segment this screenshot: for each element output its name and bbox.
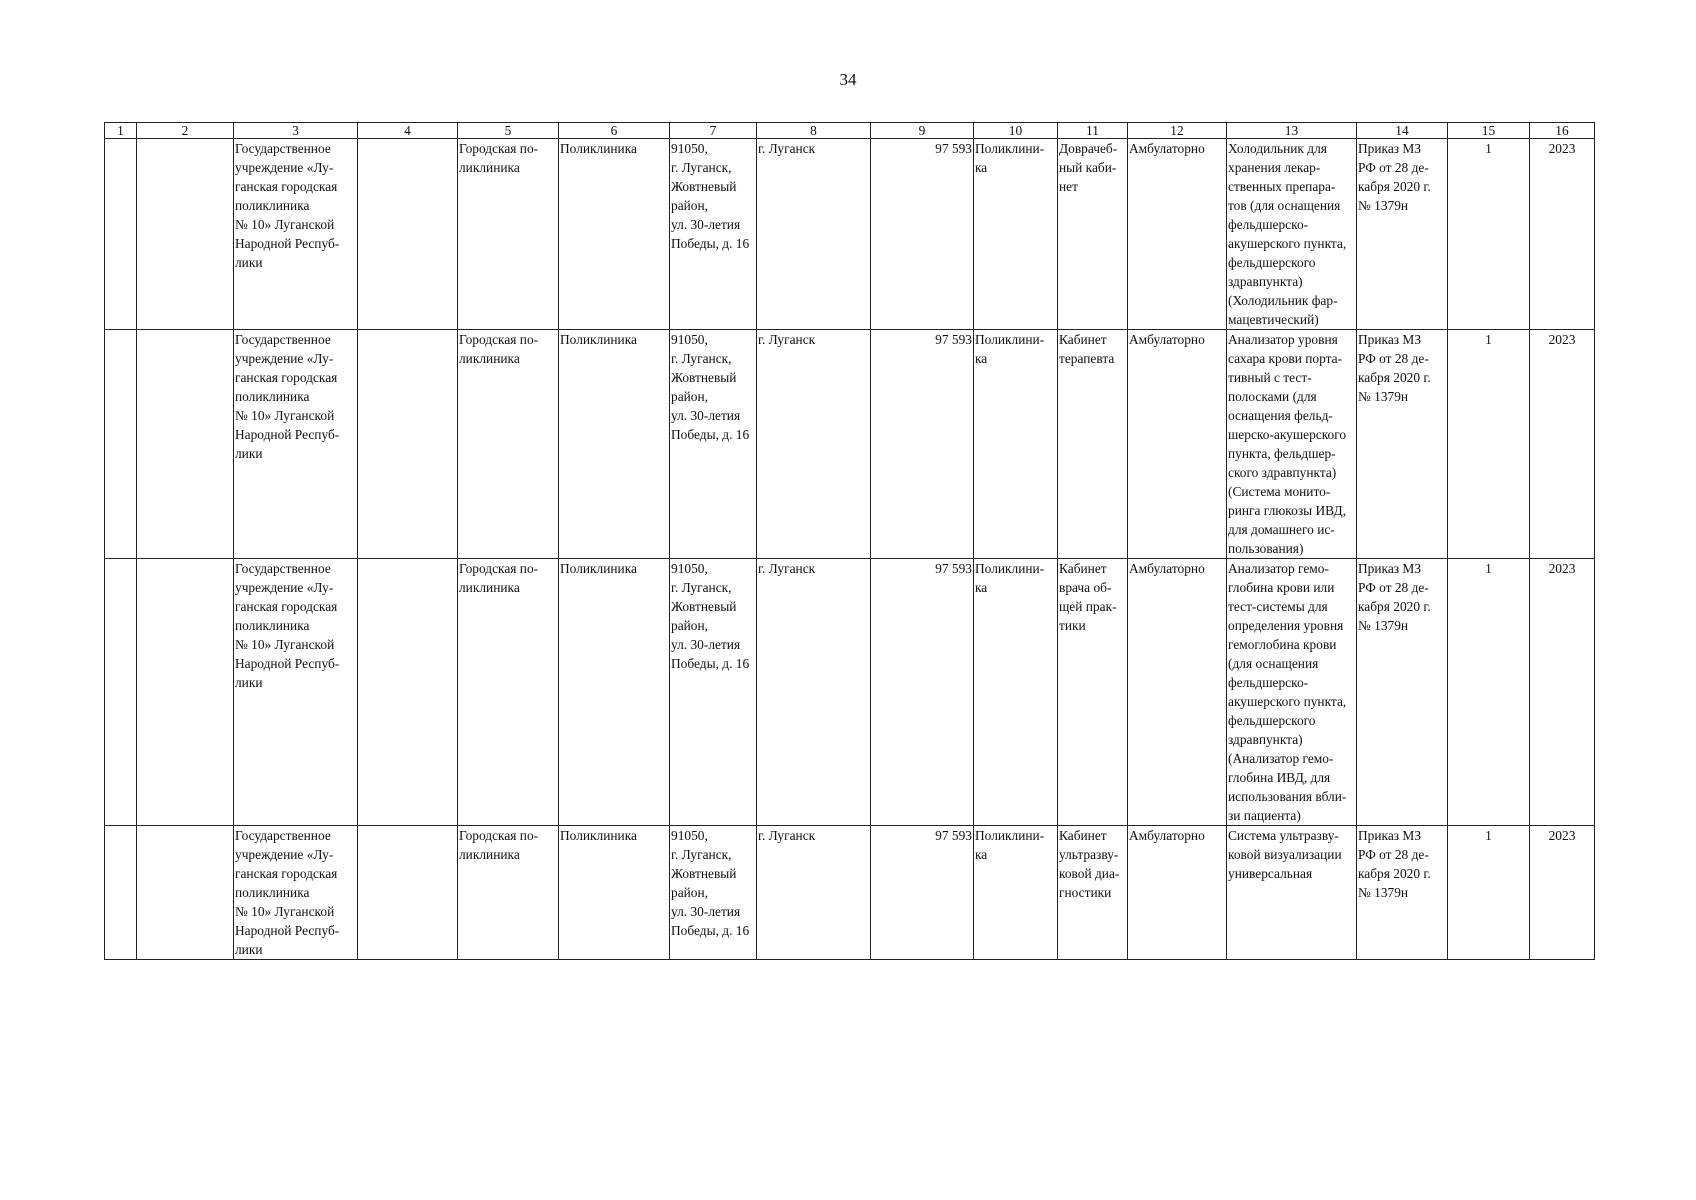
column-header-6: 6 [559, 123, 670, 139]
cell-text-line: акушерского пункта, [1228, 236, 1347, 251]
cell-text-line: ул. 30-летия [671, 408, 741, 423]
cell-text-line: кабря 2020 г. [1358, 599, 1431, 614]
cell-text-line: № 1379н [1358, 389, 1409, 404]
cell-text-line: акушерского пункта, [1228, 694, 1347, 709]
cell-text-line: Поликлиника [560, 561, 637, 576]
cell-address [670, 559, 757, 826]
cell-text-line: район, [671, 198, 709, 213]
cell-population: 97 593 [871, 826, 974, 960]
cell-text-line: Победы, д. 16 [671, 656, 750, 671]
cell-text-line: Холодильник для [1228, 141, 1327, 156]
cell-col-2 [137, 559, 234, 826]
cell-text-line: мацевтический) [1228, 312, 1319, 327]
cell-text-line: Доврачеб- [1059, 141, 1118, 156]
cell-text-line: г. Луганск, [671, 847, 732, 862]
cell-text-line: терапевта [1059, 351, 1115, 366]
cell-text-line: ка [975, 351, 988, 366]
cell-text-line: Поликлини- [975, 828, 1045, 843]
cell-institution [234, 559, 358, 826]
cell-text-line: г. Луганск, [671, 160, 732, 175]
cell-text-line: Государственное [235, 141, 331, 156]
cell-care-type [1128, 826, 1227, 960]
cell-col-1 [105, 826, 137, 960]
cell-text-line: Анализатор гемо- [1228, 561, 1329, 576]
cell-text-line: № 10» Луганской [235, 904, 335, 919]
cell-text-line: оснащения фельд- [1228, 408, 1333, 423]
cell-text-line: РФ от 28 де- [1358, 580, 1429, 595]
cell-text-line: ка [975, 847, 988, 862]
cell-text-line: № 1379н [1358, 618, 1409, 633]
cell-text-line: универсальная [1228, 866, 1313, 881]
cell-text-line: Амбулаторно [1129, 561, 1205, 576]
cell-text-line: Жовтневый [671, 179, 737, 194]
cell-text-line: Государственное [235, 332, 331, 347]
cell-text-line: Кабинет [1059, 332, 1107, 347]
cell-care-type [1128, 559, 1227, 826]
cell-text-line: поликлиника [235, 389, 310, 404]
cell-text-line: поликлиника [235, 885, 310, 900]
cell-facility-type [458, 139, 559, 330]
cell-text-line: Поликлиника [560, 332, 637, 347]
cell-institution [234, 826, 358, 960]
cell-col-4 [358, 139, 458, 330]
cell-room [1058, 139, 1128, 330]
cell-text-line: (Холодильник фар- [1228, 293, 1338, 308]
cell-text-line: № 10» Луганской [235, 217, 335, 232]
cell-text-line: фельдшерско- [1228, 675, 1309, 690]
cell-text-line: Приказ МЗ [1358, 332, 1422, 347]
cell-unit [974, 330, 1058, 559]
cell-text-line: фельдшерского [1228, 713, 1316, 728]
column-header-7: 7 [670, 123, 757, 139]
table-row [105, 139, 1595, 330]
cell-text-line: Кабинет [1059, 828, 1107, 843]
cell-text-line: № 10» Луганской [235, 637, 335, 652]
cell-text-line: (для оснащения [1228, 656, 1319, 671]
cell-text-line: лики [235, 446, 263, 461]
cell-text-line: глобина крови или [1228, 580, 1335, 595]
cell-text-line: зи пациента) [1228, 808, 1301, 823]
cell-text-line: поликлиника [235, 618, 310, 633]
registry-table [104, 122, 1595, 960]
cell-text-line: г. Луганск, [671, 580, 732, 595]
cell-text-line: здравпункта) [1228, 274, 1303, 289]
cell-text-line: ный каби- [1059, 160, 1117, 175]
cell-text-line: РФ от 28 де- [1358, 847, 1429, 862]
cell-institution [234, 330, 358, 559]
cell-text-line: ковой визуализации [1228, 847, 1342, 862]
cell-facility-type [458, 559, 559, 826]
cell-text-line: Приказ МЗ [1358, 141, 1422, 156]
cell-text-line: Амбулаторно [1129, 141, 1205, 156]
cell-text-line: учреждение «Лу- [235, 847, 334, 862]
column-header-13: 13 [1227, 123, 1357, 139]
cell-text-line: кабря 2020 г. [1358, 866, 1431, 881]
cell-text-line: учреждение «Лу- [235, 160, 334, 175]
cell-facility-subtype [559, 559, 670, 826]
cell-text-line: район, [671, 389, 709, 404]
cell-text-line: ликлиника [459, 160, 520, 175]
cell-year: 2023 [1530, 559, 1595, 826]
cell-text-line: Поликлини- [975, 561, 1045, 576]
cell-text-line: учреждение «Лу- [235, 580, 334, 595]
cell-text-line: Победы, д. 16 [671, 236, 750, 251]
cell-text-line: г. Луганск [758, 561, 816, 576]
cell-text-line: № 1379н [1358, 198, 1409, 213]
cell-text-line: лики [235, 675, 263, 690]
table-row [105, 559, 1595, 826]
cell-col-4 [358, 826, 458, 960]
cell-address [670, 826, 757, 960]
cell-text-line: учреждение «Лу- [235, 351, 334, 366]
cell-quantity: 1 [1448, 330, 1530, 559]
column-header-10: 10 [974, 123, 1058, 139]
cell-text-line: Жовтневый [671, 866, 737, 881]
cell-text-line: врача об- [1059, 580, 1112, 595]
column-number-row [105, 123, 1595, 139]
cell-text-line: Государственное [235, 828, 331, 843]
cell-text-line: Городская по- [459, 141, 539, 156]
cell-order [1357, 826, 1448, 960]
cell-text-line: ультразву- [1059, 847, 1119, 862]
cell-text-line: Народной Респуб- [235, 236, 340, 251]
cell-text-line: тики [1059, 618, 1086, 633]
cell-room [1058, 826, 1128, 960]
cell-text-line: тивный с тест- [1228, 370, 1312, 385]
cell-text-line: тест-системы для [1228, 599, 1328, 614]
cell-text-line: 91050, [671, 561, 708, 576]
cell-text-line: ул. 30-летия [671, 904, 741, 919]
cell-text-line: Победы, д. 16 [671, 923, 750, 938]
cell-text-line: Поликлиника [560, 828, 637, 843]
cell-text-line: Кабинет [1059, 561, 1107, 576]
cell-col-2 [137, 139, 234, 330]
cell-equipment [1227, 826, 1357, 960]
cell-text-line: Победы, д. 16 [671, 427, 750, 442]
cell-text-line: щей прак- [1059, 599, 1117, 614]
cell-text-line: (Система монито- [1228, 484, 1331, 499]
cell-col-4 [358, 559, 458, 826]
column-header-16: 16 [1530, 123, 1595, 139]
cell-text-line: ского здравпункта) [1228, 465, 1337, 480]
cell-text-line: ганская городская [235, 866, 338, 881]
cell-text-line: ликлиника [459, 580, 520, 595]
cell-year: 2023 [1530, 139, 1595, 330]
cell-text-line: 91050, [671, 332, 708, 347]
cell-text-line: ликлиника [459, 351, 520, 366]
cell-text-line: пользования) [1228, 541, 1304, 556]
cell-text-line: 91050, [671, 141, 708, 156]
cell-text-line: г. Луганск [758, 332, 816, 347]
cell-text-line: Государственное [235, 561, 331, 576]
cell-text-line: фельдшерского [1228, 255, 1316, 270]
table-body [105, 139, 1595, 960]
cell-order [1357, 330, 1448, 559]
cell-text-line: № 10» Луганской [235, 408, 335, 423]
cell-order [1357, 559, 1448, 826]
cell-text-line: Городская по- [459, 332, 539, 347]
cell-text-line: для домашнего ис- [1228, 522, 1335, 537]
cell-col-2 [137, 826, 234, 960]
cell-text-line: определения уровня [1228, 618, 1344, 633]
cell-population: 97 593 [871, 139, 974, 330]
cell-text-line: гностики [1059, 885, 1112, 900]
cell-text-line: Анализатор уровня [1228, 332, 1338, 347]
cell-text-line: лики [235, 255, 263, 270]
column-header-15: 15 [1448, 123, 1530, 139]
cell-institution [234, 139, 358, 330]
cell-text-line: Городская по- [459, 828, 539, 843]
cell-unit [974, 559, 1058, 826]
cell-facility-subtype [559, 139, 670, 330]
cell-text-line: фельдшерско- [1228, 217, 1309, 232]
cell-text-line: шерско-акушерского [1228, 427, 1347, 442]
cell-text-line: сахара крови порта- [1228, 351, 1343, 366]
cell-text-line: поликлиника [235, 198, 310, 213]
cell-text-line: ликлиника [459, 847, 520, 862]
cell-text-line: Приказ МЗ [1358, 828, 1422, 843]
cell-population: 97 593 [871, 559, 974, 826]
cell-text-line: Поликлини- [975, 332, 1045, 347]
cell-text-line: № 1379н [1358, 885, 1409, 900]
cell-text-line: ганская городская [235, 179, 338, 194]
cell-text-line: РФ от 28 де- [1358, 160, 1429, 175]
column-header-11: 11 [1058, 123, 1128, 139]
cell-year: 2023 [1530, 330, 1595, 559]
cell-col-1 [105, 139, 137, 330]
cell-equipment [1227, 330, 1357, 559]
column-header-2: 2 [137, 123, 234, 139]
cell-text-line: нет [1059, 179, 1078, 194]
column-header-8: 8 [757, 123, 871, 139]
cell-text-line: полосками (для [1228, 389, 1317, 404]
cell-text-line: кабря 2020 г. [1358, 370, 1431, 385]
cell-quantity: 1 [1448, 559, 1530, 826]
cell-population: 97 593 [871, 330, 974, 559]
cell-text-line: Жовтневый [671, 599, 737, 614]
cell-year: 2023 [1530, 826, 1595, 960]
cell-order [1357, 139, 1448, 330]
column-header-1: 1 [105, 123, 137, 139]
cell-text-line: Система ультразву- [1228, 828, 1339, 843]
cell-text-line: Народной Респуб- [235, 656, 340, 671]
cell-text-line: г. Луганск [758, 828, 816, 843]
cell-text-line: г. Луганск, [671, 351, 732, 366]
cell-col-1 [105, 330, 137, 559]
column-header-9: 9 [871, 123, 974, 139]
cell-text-line: 91050, [671, 828, 708, 843]
cell-text-line: ул. 30-летия [671, 217, 741, 232]
cell-facility-type [458, 826, 559, 960]
cell-text-line: лики [235, 942, 263, 957]
cell-text-line: кабря 2020 г. [1358, 179, 1431, 194]
cell-text-line: (Анализатор гемо- [1228, 751, 1334, 766]
cell-text-line: гемоглобина крови [1228, 637, 1337, 652]
cell-text-line: ка [975, 160, 988, 175]
cell-unit [974, 826, 1058, 960]
column-header-14: 14 [1357, 123, 1448, 139]
cell-care-type [1128, 139, 1227, 330]
cell-text-line: г. Луганск [758, 141, 816, 156]
cell-text-line: ганская городская [235, 370, 338, 385]
cell-text-line: Амбулаторно [1129, 828, 1205, 843]
cell-quantity: 1 [1448, 826, 1530, 960]
cell-text-line: ринга глюкозы ИВД, [1228, 503, 1347, 518]
column-header-5: 5 [458, 123, 559, 139]
cell-text-line: Приказ МЗ [1358, 561, 1422, 576]
cell-equipment [1227, 139, 1357, 330]
cell-text-line: район, [671, 885, 709, 900]
cell-text-line: ственных препара- [1228, 179, 1336, 194]
cell-text-line: ганская городская [235, 599, 338, 614]
column-header-12: 12 [1128, 123, 1227, 139]
cell-text-line: Жовтневый [671, 370, 737, 385]
cell-text-line: ул. 30-летия [671, 637, 741, 652]
cell-text-line: ковой диа- [1059, 866, 1120, 881]
cell-facility-subtype [559, 826, 670, 960]
cell-text-line: Народной Респуб- [235, 427, 340, 442]
cell-care-type [1128, 330, 1227, 559]
cell-address [670, 139, 757, 330]
cell-text-line: хранения лекар- [1228, 160, 1321, 175]
cell-text-line: использования вбли- [1228, 789, 1347, 804]
cell-text-line: глобина ИВД, для [1228, 770, 1331, 785]
cell-facility-subtype [559, 330, 670, 559]
cell-text-line: Городская по- [459, 561, 539, 576]
cell-facility-type [458, 330, 559, 559]
cell-text-line: РФ от 28 де- [1358, 351, 1429, 366]
table-row [105, 826, 1595, 960]
cell-text-line: Амбулаторно [1129, 332, 1205, 347]
cell-city [757, 826, 871, 960]
column-header-3: 3 [234, 123, 358, 139]
cell-text-line: пункта, фельдшер- [1228, 446, 1336, 461]
cell-city [757, 139, 871, 330]
cell-text-line: Народной Респуб- [235, 923, 340, 938]
cell-col-4 [358, 330, 458, 559]
cell-col-2 [137, 330, 234, 559]
cell-equipment [1227, 559, 1357, 826]
table-row [105, 330, 1595, 559]
cell-room [1058, 559, 1128, 826]
cell-text-line: тов (для оснащения [1228, 198, 1341, 213]
column-header-4: 4 [358, 123, 458, 139]
cell-city [757, 559, 871, 826]
cell-col-1 [105, 559, 137, 826]
cell-text-line: Поликлиника [560, 141, 637, 156]
cell-text-line: район, [671, 618, 709, 633]
cell-text-line: ка [975, 580, 988, 595]
cell-unit [974, 139, 1058, 330]
page-number: 34 [839, 70, 857, 89]
cell-text-line: здравпункта) [1228, 732, 1303, 747]
cell-room [1058, 330, 1128, 559]
cell-city [757, 330, 871, 559]
cell-quantity: 1 [1448, 139, 1530, 330]
cell-text-line: Поликлини- [975, 141, 1045, 156]
cell-address [670, 330, 757, 559]
